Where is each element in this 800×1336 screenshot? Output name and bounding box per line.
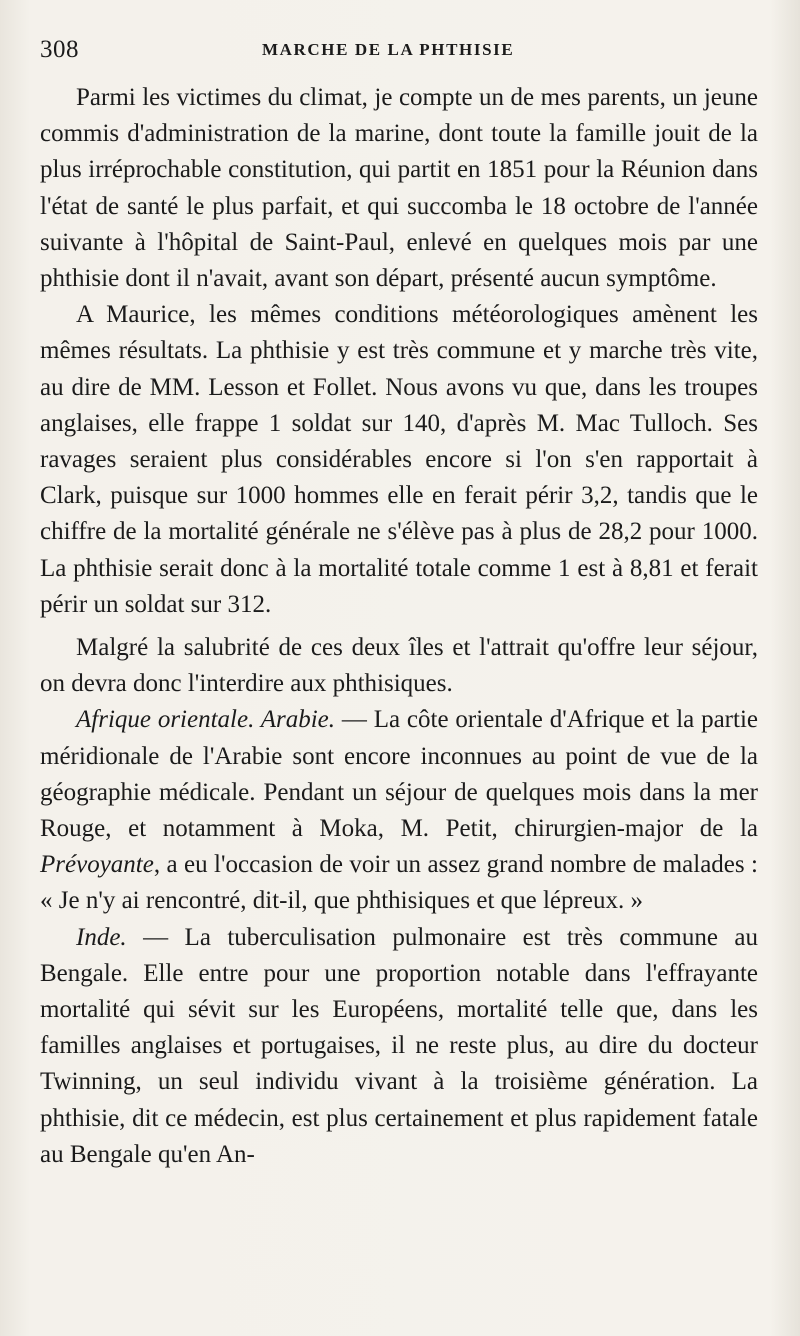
paragraph-afrique-text-after: , a eu l'occasion de voir un assez grand nombre de malades : « Je n'y ai rencontré, dit-il, que phthisiques et que lépreux. »: [40, 851, 758, 915]
paragraph-afrique-text: — La côte orientale d'Afrique et la partie méridionale de l'Arabie sont encore inconnues au point de vue de la géographie médicale. Pendant un séjour de quelques mois dans la mer Rouge, et notamment à Moka, M. Petit, chirurgien-major de la: [40, 706, 758, 843]
running-title: MARCHE DE LA PHTHISIE: [262, 40, 515, 59]
paragraph-conclusion: [40, 630, 758, 702]
body-text: [40, 80, 758, 1173]
paragraph-reunion: [40, 80, 758, 297]
paragraph-afrique-arabie: [40, 702, 758, 919]
section-heading-inde: Inde.: [76, 923, 127, 951]
ship-name: Prévoyante: [40, 851, 154, 879]
section-heading-afrique-arabie: Afrique orientale. Arabie.: [76, 706, 336, 734]
page-header: [40, 36, 760, 68]
paragraph-reunion-text: Parmi les victimes du climat, je compte un de mes parents, un jeune commis d'administration de la marine, dont toute la famille jouit de la plus irréprochable constitution, qui partit en 1851 pour la Réunion dans l'état de santé le plus parfait, et qui succomba le 18 octobre de l'année suivante à l'hôpital de Saint-Paul, enlevé en quelques mois par une phthisie dont il n'avait, avant son départ, présenté aucun symptôme.: [40, 84, 758, 293]
paragraph-inde-text: — La tuberculisation pulmonaire est très commune au Bengale. Elle entre pour une proportion notable dans l'effrayante mortalité qui sévit sur les Européens, mortalité telle que, dans les familles anglaises et portugaises, il ne reste plus, au dire du docteur Twinning, un seul individu vivant à la troisième génération. La phthisie, dit ce médecin, est plus certainement et plus rapidement fatale au Bengale qu'en An-: [40, 923, 758, 1168]
page-number: 308: [40, 36, 79, 63]
paragraph-inde: [40, 920, 758, 1173]
paragraph-maurice-text: A Maurice, les mêmes conditions météorologiques amènent les mêmes résultats. La phthisie y est très commune et y marche très vite, au dire de MM. Lesson et Follet. Nous avons vu que, dans les troupes anglaises, elle frappe 1 soldat sur 140, d'après M. Mac Tulloch. Ses ravages seraient plus considérables encore si l'on s'en rapportait à Clark, puisque sur 1000 hommes elle en ferait périr 3,2, tandis que le chiffre de la mortalité générale ne s'élève pas à plus de 28,2 pour 1000. La phthisie serait donc à la mortalité totale comme 1 est à 8,81 et ferait périr un soldat sur 312.: [40, 301, 758, 618]
paragraph-maurice: [40, 297, 758, 623]
paragraph-conclusion-text: Malgré la salubrité de ces deux îles et l'attrait qu'offre leur séjour, on devra donc l'interdire aux phthisiques.: [40, 634, 758, 698]
